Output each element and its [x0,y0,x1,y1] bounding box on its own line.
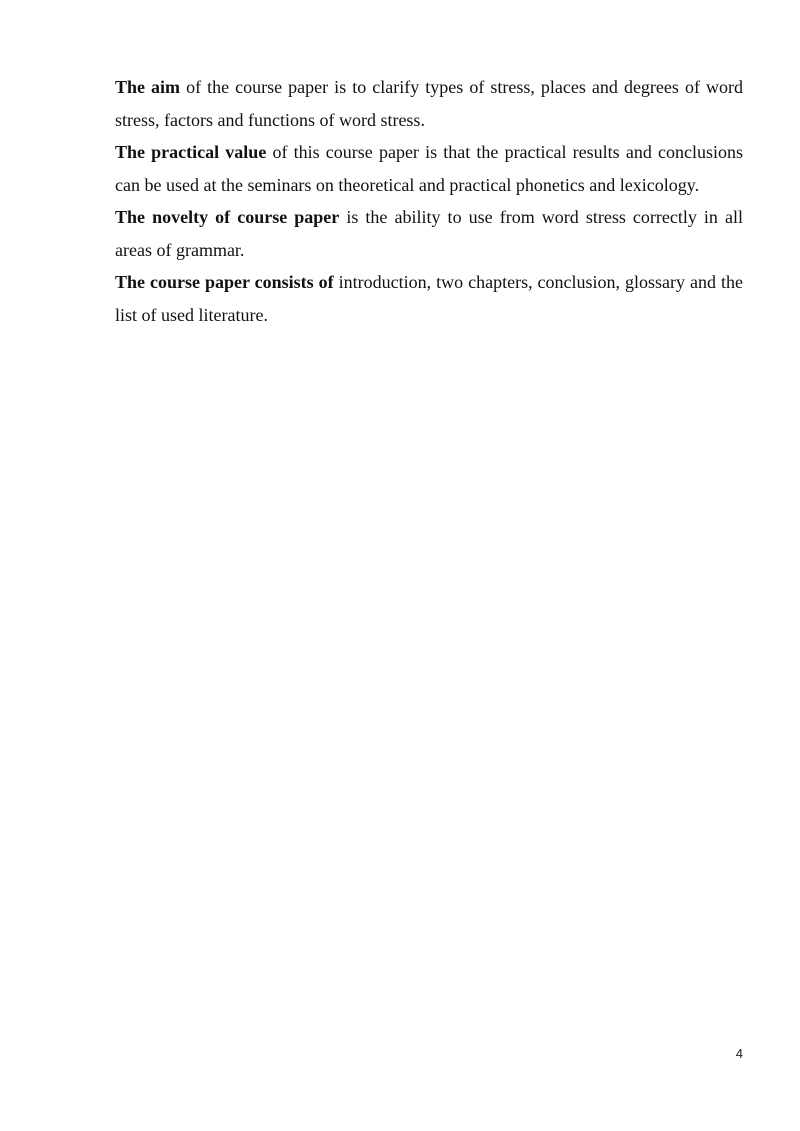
page-number: 4 [735,1046,743,1061]
paragraph-novelty [115,201,743,266]
novelty-text: is the ability to use from word stress correctly in all areas of grammar. [115,207,743,260]
structure-text: introduction, two chapters, conclusion, glossary and the list of used literature. [115,272,743,325]
paragraph-structure [115,266,743,331]
practical-value-heading: The practical value [115,142,267,162]
paragraph-aim [115,71,743,136]
paragraph-practical-value [115,136,743,201]
novelty-heading: The novelty of course paper [115,207,340,227]
aim-heading: The aim [115,77,181,97]
structure-heading: The course paper consists of [115,272,334,292]
page-body [115,71,743,331]
aim-text: of the course paper is to clarify types of stress, places and degrees of word stress, factors and functions of word stress. [115,77,743,130]
practical-value-text: of this course paper is that the practical results and conclusions can be used at the seminars on theoretical and practical phonetics and lexicology. [115,142,743,195]
